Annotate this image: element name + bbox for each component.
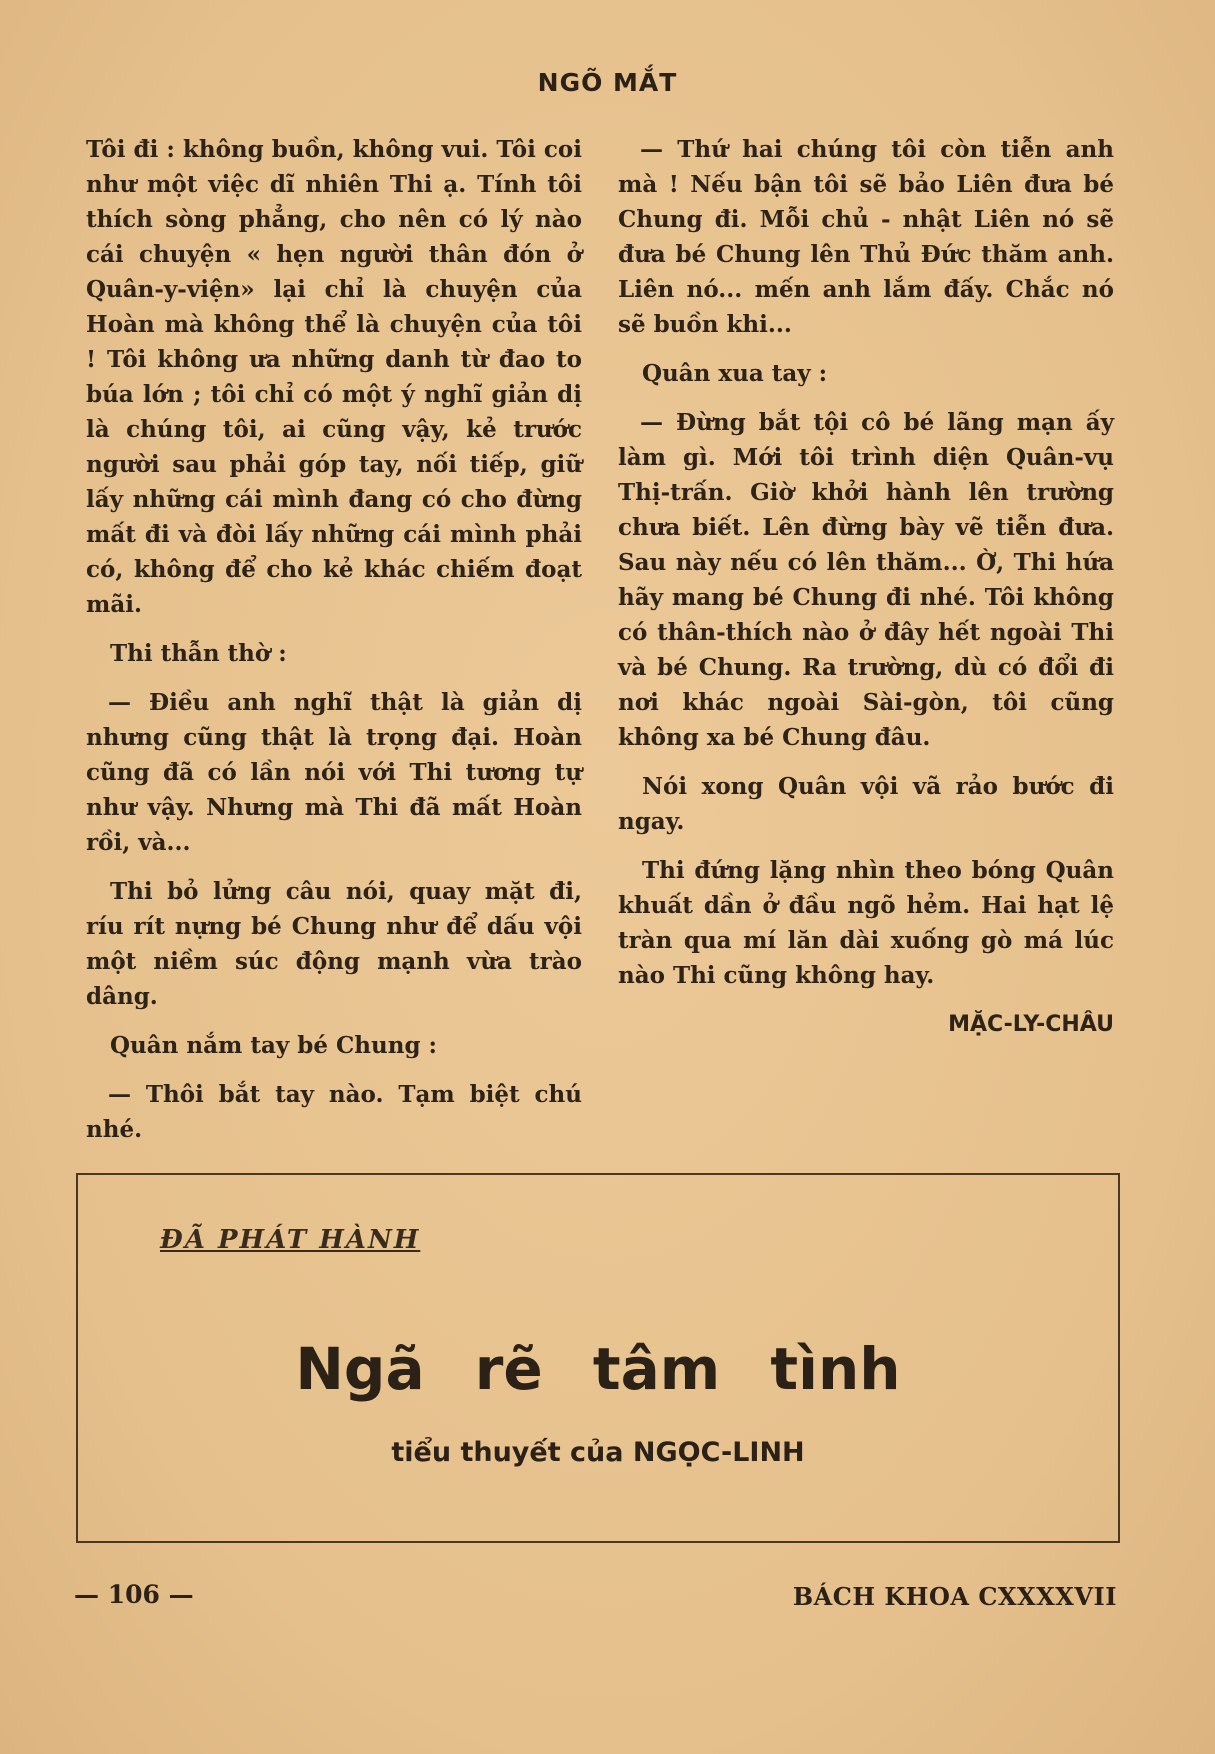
paragraph: Tôi đi : không buồn, không vui. Tôi coi như một việc dĩ nhiên Thi ạ. Tính tôi thích sòng phẳng, cho nên có lý nào cái chuyện « hẹn người thân đón ở Quân-y-viện» lại chỉ là chuyện của Hoàn mà không thể là chuyện của tôi ! Tôi không ưa những danh từ đao to búa lớn ; tôi chỉ có một ý nghĩ giản dị là chúng tôi, ai cũng vậy, kẻ trước người sau phải góp tay, nối tiếp, giữ lấy những cái mình đang có cho đừng mất đi và đòi lấy những cái mình phải có, không để cho kẻ khác chiếm đoạt mãi. <box>86 136 582 618</box>
paragraph: Thi bỏ lửng câu nói, quay mặt đi, ríu rít nựng bé Chung như để dấu vội một niềm súc động mạnh vừa trào dâng. <box>86 878 582 1010</box>
dialogue-paragraph: — Đừng bắt tội cô bé lãng mạn ấy làm gì. Mới tôi trình diện Quân-vụ Thị-trấn. Giờ khởi hành lên trường chưa biết. Lên đừng bày vẽ tiễn đưa. Sau này nếu có lên thăm... Ờ, Thi hứa hãy mang bé Chung đi nhé. Tôi không có thân-thích nào ở đây hết ngoài Thi và bé Chung. Ra trường, dù có đổi đi nơi khác ngoài Sài-gòn, tôi cũng không xa bé Chung đâu. <box>618 409 1114 751</box>
running-title: NGÕ MẮT <box>537 68 678 97</box>
paragraph: Quân xua tay : <box>642 360 828 387</box>
paragraph: Quân nắm tay bé Chung : <box>110 1032 438 1059</box>
ad-label: ĐÃ PHÁT HÀNH <box>160 1225 421 1255</box>
author-signature: MẶC-LY-CHÂU <box>948 1012 1114 1037</box>
left-column <box>86 132 582 1161</box>
right-column <box>618 132 1114 1042</box>
dialogue-paragraph: — Thôi bắt tay nào. Tạm biệt chú nhé. <box>86 1081 582 1143</box>
ad-book-subtitle: tiểu thuyết của NGỌC-LINH <box>391 1437 805 1468</box>
dialogue-paragraph: — Thứ hai chúng tôi còn tiễn anh mà ! Nếu bận tôi sẽ bảo Liên đưa bé Chung đi. Mỗi chủ - nhật Liên nó sẽ đưa bé Chung lên Thủ Đức thăm anh. Liên nó... mến anh lắm đấy. Chắc nó sẽ buồn khi... <box>618 136 1114 338</box>
paragraph: Nói xong Quân vội vã rảo bước đi ngay. <box>618 773 1114 835</box>
page-number: — 106 — <box>74 1580 194 1609</box>
book-advertisement-box <box>76 1173 1120 1543</box>
ad-book-title: Ngã rẽ tâm tình <box>295 1335 901 1403</box>
paragraph: Thi thẫn thờ : <box>110 640 287 667</box>
paragraph: Thi đứng lặng nhìn theo bóng Quân khuất dần ở đầu ngõ hẻm. Hai hạt lệ tràn qua mí lăn dài xuống gò má lúc nào Thi cũng không hay. <box>618 857 1114 989</box>
dialogue-paragraph: — Điều anh nghĩ thật là giản dị nhưng cũng thật là trọng đại. Hoàn cũng đã có lần nói với Thi tương tự như vậy. Nhưng mà Thi đã mất Hoàn rồi, và... <box>86 689 582 856</box>
magazine-issue: BÁCH KHOA CXXXXVII <box>792 1582 1117 1611</box>
